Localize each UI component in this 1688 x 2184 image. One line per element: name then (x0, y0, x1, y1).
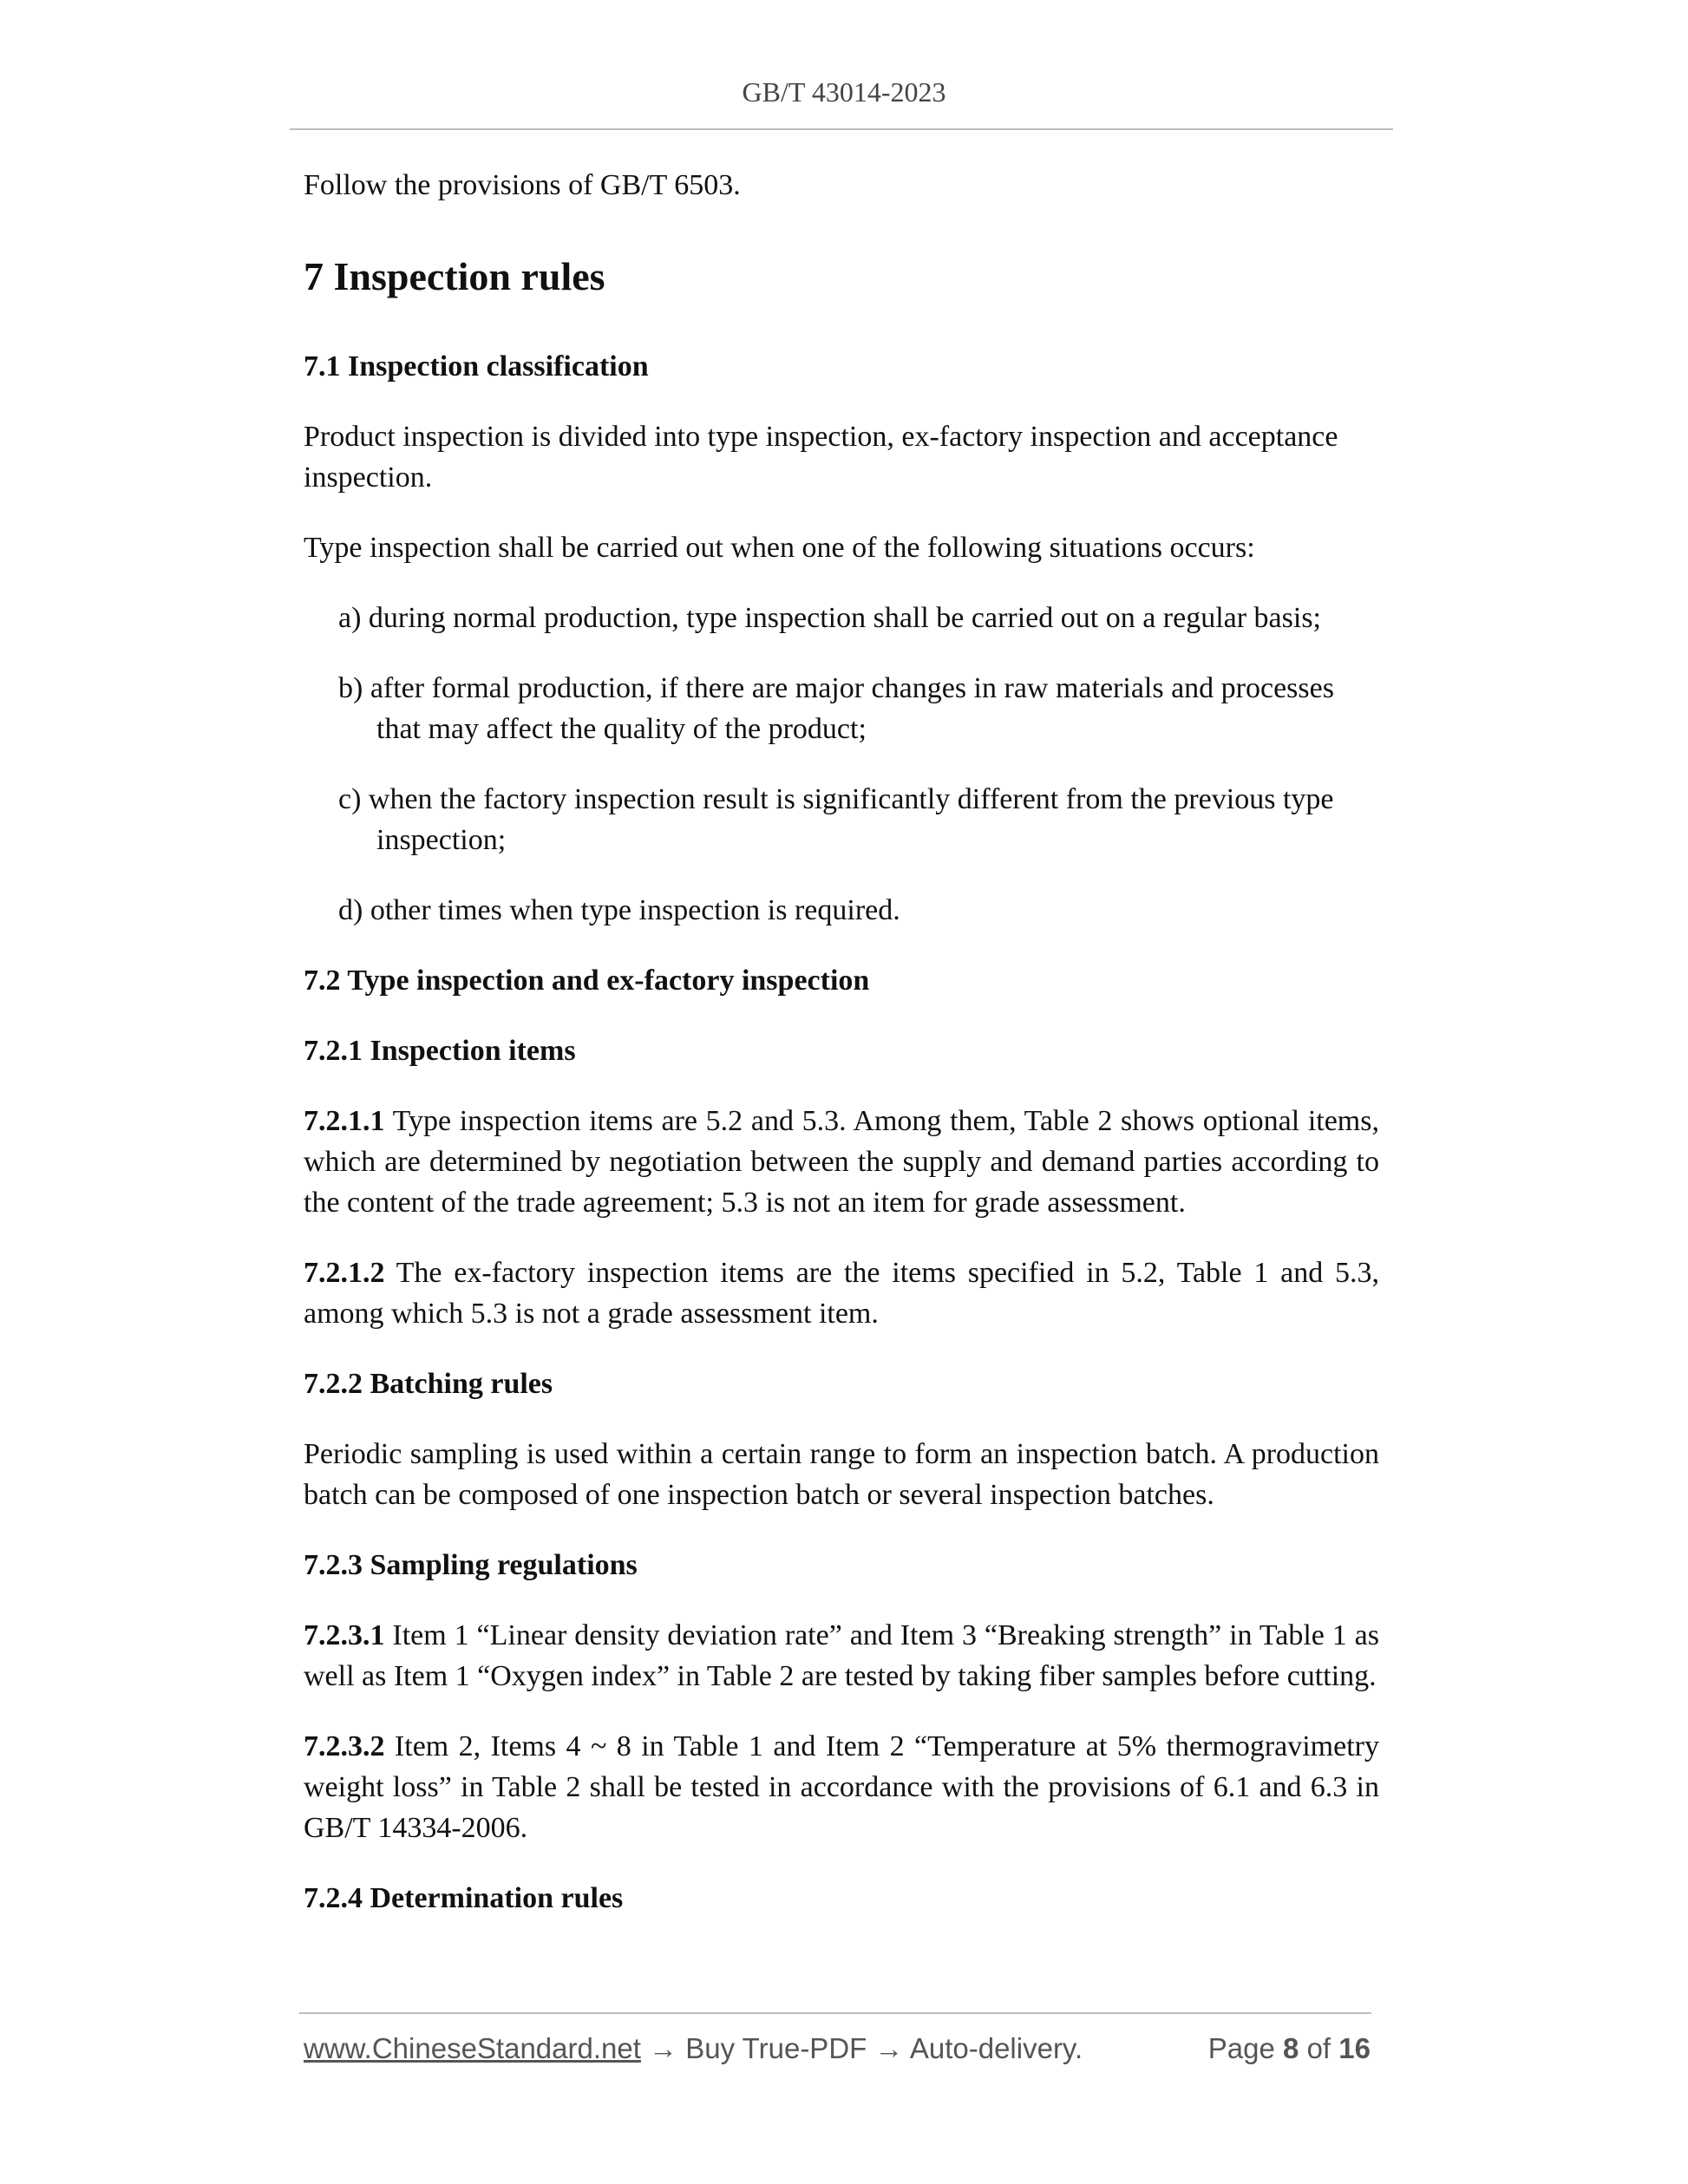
list-item-d: d) other times when type inspection is required. (338, 894, 900, 926)
arrow-icon: → (640, 2032, 686, 2064)
section-7-2-title: 7.2 Type inspection and ex-factory inspection (304, 964, 870, 997)
clause-text: Item 2, Items 4 ~ 8 in Table 1 and Item 2 “Temperature at 5% thermogravimetry weight loss” in Table 2 shall be tested in accordance with the provisions of 6.1 and 6.3 in GB/T 14334-2006. (304, 1730, 1379, 1844)
page-label: Page (1207, 2032, 1275, 2064)
list-item-a: a) during normal production, type inspection shall be carried out on a regular basis; (338, 602, 1322, 634)
page-footer (304, 2032, 1371, 2070)
section-7-1-paragraph-1: Product inspection is divided into type inspection, ex-factory inspection and acceptance inspection. (304, 421, 1338, 494)
clause-number: 7.2.1.1 (304, 1105, 385, 1137)
total-page-number: 16 (1338, 2032, 1371, 2064)
section-7-title: 7 Inspection rules (304, 254, 605, 298)
clause-text: Item 1 “Linear density deviation rate” and Item 3 “Breaking strength” in Table 1 as well as Item 1 “Oxygen index” in Table 2 are tested by taking fiber samples before cutting. (304, 1619, 1379, 1692)
section-7-2-4-title: 7.2.4 Determination rules (304, 1882, 624, 1914)
buy-text: Buy True-PDF (685, 2032, 867, 2064)
delivery-text: Auto-delivery. (909, 2032, 1083, 2064)
clause-7-2-3-2 (304, 1726, 1379, 1848)
arrow-icon: → (867, 2032, 910, 2064)
site-link[interactable]: www.ChineseStandard.net (304, 2032, 641, 2064)
page-indicator (1208, 2032, 1371, 2065)
clause-number: 7.2.3.1 (304, 1619, 385, 1651)
header-divider (290, 128, 1393, 130)
document-id-header: GB/T 43014-2023 (742, 76, 946, 108)
section-7-2-2-paragraph: Periodic sampling is used within a certain range to form an inspection batch. A production batch can be composed of one inspection batch or several inspection batches. (304, 1438, 1379, 1511)
section-7-2-2-title: 7.2.2 Batching rules (304, 1368, 553, 1400)
clause-7-2-1-1 (304, 1101, 1379, 1223)
clause-text: Type inspection items are 5.2 and 5.3. Among them, Table 2 shows optional items, which are determined by negotiation between the supply and demand parties according to the content of the trade agreement; 5.3 is not an item for grade assessment. (304, 1105, 1379, 1219)
section-7-2-3-title: 7.2.3 Sampling regulations (304, 1549, 638, 1581)
list-item-c: c) when the factory inspection result is significantly different from the previous type inspection; (338, 783, 1334, 856)
section-7-1-title: 7.1 Inspection classification (304, 350, 649, 383)
intro-paragraph: Follow the provisions of GB/T 6503. (304, 169, 741, 201)
page-content (304, 165, 1379, 1948)
clause-7-2-1-2 (304, 1252, 1379, 1334)
current-page-number: 8 (1283, 2032, 1299, 2064)
clause-number: 7.2.3.2 (304, 1730, 385, 1762)
section-7-2-1-title: 7.2.1 Inspection items (304, 1035, 576, 1067)
footer-divider (299, 2012, 1371, 2014)
list-item-b: b) after formal production, if there are major changes in raw materials and processes that may affect the quality of the product; (338, 672, 1334, 745)
of-label: of (1306, 2032, 1331, 2064)
clause-text: The ex-factory inspection items are the items specified in 5.2, Table 1 and 5.3, among which 5.3 is not a grade assessment item. (304, 1257, 1379, 1330)
section-7-1-paragraph-2: Type inspection shall be carried out when one of the following situations occurs: (304, 532, 1255, 564)
footer-promo (304, 2032, 1083, 2065)
clause-7-2-3-1 (304, 1615, 1379, 1697)
clause-number: 7.2.1.2 (304, 1257, 385, 1289)
